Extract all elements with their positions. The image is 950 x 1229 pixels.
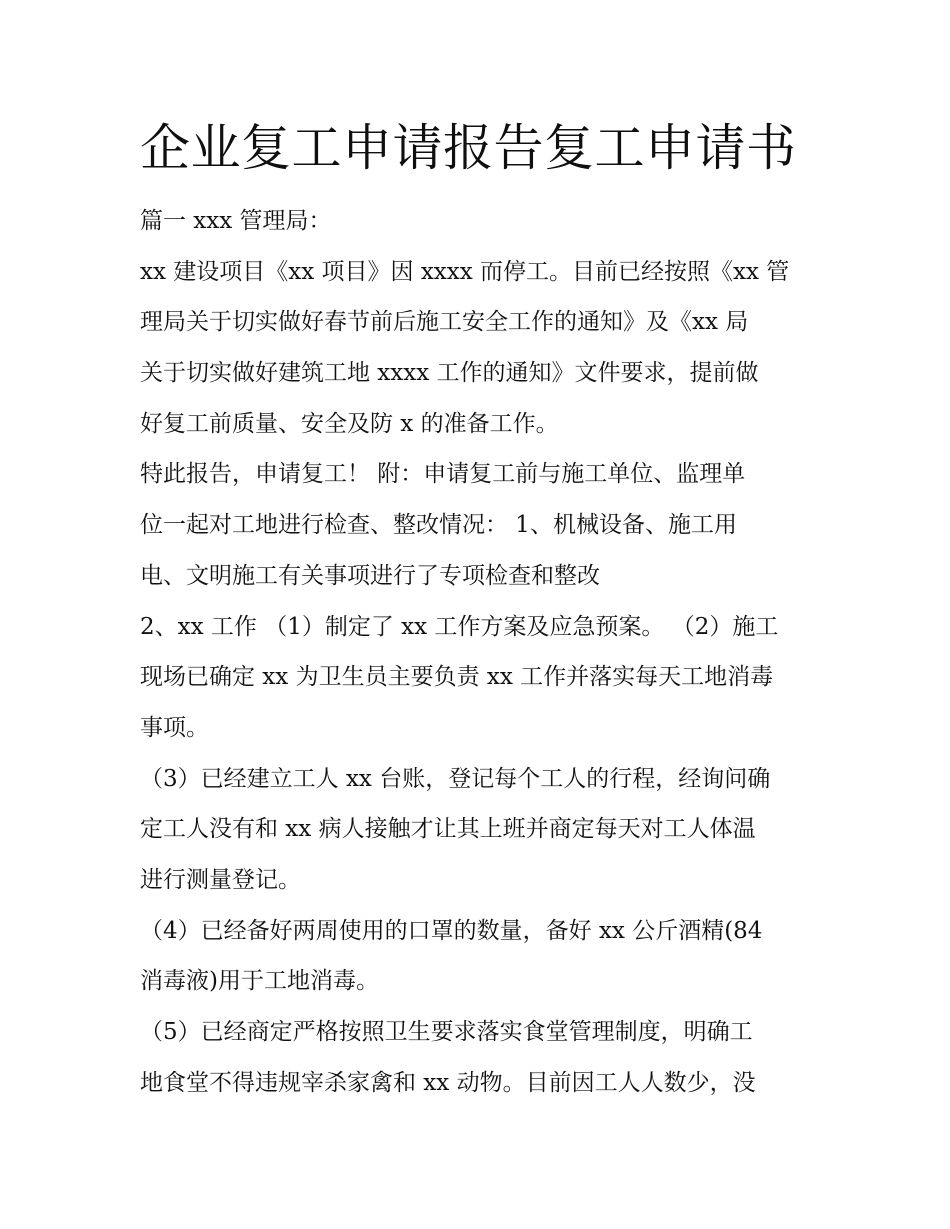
document-title: 企业复工申请报告复工申请书 (140, 119, 797, 177)
body-line: xx 建设项目《xx 项目》因 xxxx 而停工。目前已经按照《xx 管 (140, 258, 790, 285)
body-line: 进行测量登记。 (140, 866, 301, 893)
body-line: 定工人没有和 xx 病人接触才让其上班并商定每天对工人体温 (140, 816, 756, 843)
body-line: （5）已经商定严格按照卫生要求落实食堂管理制度，明确工 (140, 1019, 753, 1045)
body-line: 消毒液)用于工地消毒。 (140, 968, 379, 995)
body-line: 特此报告，申请复工！ 附：申请复工前与施工单位、监理单 (140, 461, 746, 488)
body-line: 电、文明施工有关事项进行了专项检查和整改 (140, 562, 600, 589)
body-line: （3）已经建立工人 xx 台账，登记每个工人的行程，经询问确 (140, 765, 771, 792)
document-body (140, 196, 810, 1108)
body-line: 理局关于切实做好春节前后施工安全工作的通知》及《xx 局 (140, 309, 749, 336)
body-line: 现场已确定 xx 为卫生员主要负责 xx 工作并落实每天工地消毒 (140, 664, 774, 691)
body-line: 位一起对工地进行检查、整改情况： 1、机械设备、施工用 (140, 512, 737, 539)
body-line: 关于切实做好建筑工地 xxxx 工作的通知》文件要求，提前做 (140, 360, 759, 387)
body-line: 好复工前质量、安全及防 x 的准备工作。 (140, 410, 559, 437)
body-line: 事项。 (140, 714, 209, 741)
body-line: 篇一 xxx 管理局： (140, 208, 332, 234)
body-line: 地食堂不得违规宰杀家禽和 xx 动物。目前因工人人数少，没 (140, 1069, 756, 1096)
body-line: 2、xx 工作 （1）制定了 xx 工作方案及应急预案。 （2）施工 (140, 613, 779, 640)
body-line: （4）已经备好两周使用的口罩的数量，备好 xx 公斤酒精(84 (140, 917, 763, 944)
